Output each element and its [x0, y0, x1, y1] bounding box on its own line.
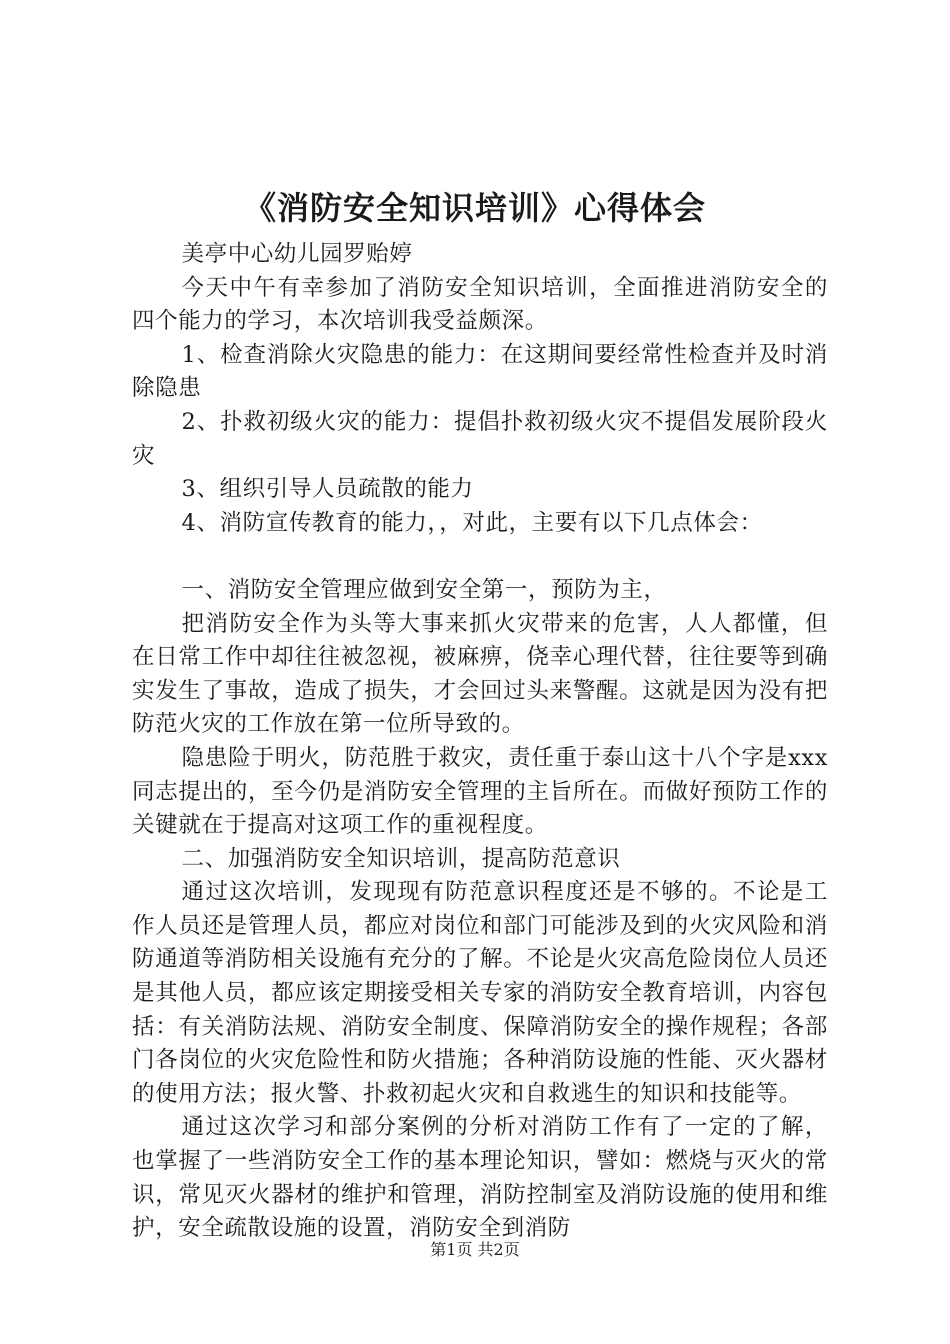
page-footer: 第1页 共2页	[430, 1240, 520, 1259]
section-heading: 一、消防安全管理应做到安全第一，预防为主，	[181, 576, 667, 603]
body-paragraph: 通过这次培训，发现现有防范意识程度还是不够的。不论是工作人员还是管理人员，都应对岗位和部门可能涉及到的火灾风险和消防通道等消防相关设施有充分的了解。不论是火灾高危险岗位人员还是其他人员，都应该定期接受相关专家的消防安全教育培训，内容包括：有关消防法规、消防安全制度、保障消防安全的操作规程；各部门各岗位的火灾危险性和防火措施；各种消防设施的性能、灭火器材的使用方法；报火警、扑救初起火灾和自救逃生的知识和技能等。	[132, 879, 828, 1107]
body-paragraph: 2、扑救初级火灾的能力：提倡扑救初级火灾不提倡发展阶段火灾	[132, 408, 828, 469]
blank-line	[132, 540, 828, 574]
body-paragraph: 4、消防宣传教育的能力，，对此，主要有以下几点体会：	[181, 509, 763, 536]
document-body	[132, 238, 828, 1246]
document-title: 《消防安全知识培训》心得体会	[243, 189, 706, 227]
body-paragraph: 通过这次学习和部分案例的分析对消防工作有了一定的了解，也掌握了一些消防安全工作的基本理论知识，譬如：燃烧与灭火的常识，常见灭火器材的维护和管理，消防控制室及消防设施的使用和维护，安全疏散设施的设置，消防安全到消防	[132, 1114, 828, 1242]
body-paragraph: 1、检查消除火灾隐患的能力：在这期间要经常性检查并及时消除隐患	[132, 341, 828, 402]
body-paragraph: 隐患险于明火，防范胜于救灾，责任重于泰山这十八个字是xxx同志提出的，至今仍是消防安全管理的主旨所在。而做好预防工作的关键就在于提高对这项工作的重视程度。	[132, 744, 828, 839]
body-paragraph: 今天中午有幸参加了消防安全知识培训，全面推进消防安全的四个能力的学习，本次培训我受益颇深。	[132, 274, 828, 335]
body-paragraph: 3、组织引导人员疏散的能力	[181, 476, 474, 503]
body-paragraph: 把消防安全作为头等大事来抓火灾带来的危害，人人都懂，但在日常工作中却往往被忽视，被麻痹，侥幸心理代替，往往要等到确实发生了事故，造成了损失，才会回过头来警醒。这就是因为没有把防范火灾的工作放在第一位所导致的。	[132, 610, 828, 738]
section-heading: 二、加强消防安全知识培训，提高防范意识	[181, 845, 621, 872]
author-line: 美亭中心幼儿园罗贻婷	[181, 241, 413, 267]
